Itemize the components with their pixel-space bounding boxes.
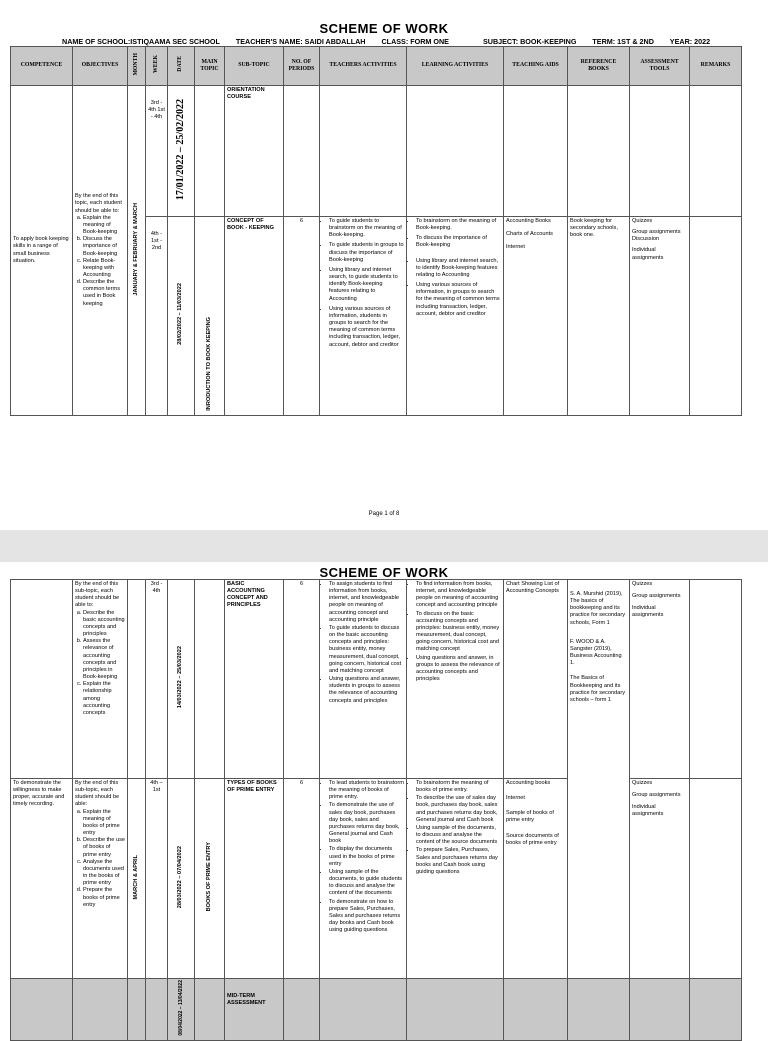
month-cell xyxy=(128,979,146,1041)
objectives-cell: By the end of this sub-topic, each student should be able: a. Explain the meaning of books of prime entry b. Describe the use of books of prime entry c. Analyse the documents used in the books of prime entry d. Prepare the books of prime entry xyxy=(73,779,128,979)
page-title: SCHEME OF WORK xyxy=(319,565,449,580)
col-teachers-activities: TEACHERS ACTIVITIES xyxy=(320,47,407,86)
week-cell: 3rd - 4th xyxy=(146,580,168,779)
col-subtopic: SUB-TOPIC xyxy=(225,47,284,86)
main-topic-cell xyxy=(195,86,225,217)
col-assessment-tools: ASSESSMENT TOOLS xyxy=(630,47,690,86)
term: TERM: 1ST & 2ND xyxy=(592,37,654,46)
date-cell: 28/02/2022 – 11/03/2022 xyxy=(168,217,195,416)
learning-activities-cell xyxy=(407,979,504,1041)
table-header-row xyxy=(11,47,742,86)
periods-cell: 6 xyxy=(284,217,320,416)
subtopic-cell: CONCEPT OF BOOK - KEEPING xyxy=(225,217,284,416)
school-name: NAME OF SCHOOL:ISTIQAAMA SEC SCHOOL xyxy=(62,37,220,46)
col-periods: NO. OF PERIODS xyxy=(284,47,320,86)
subtopic-cell: ORIENTATION COURSE xyxy=(225,86,284,217)
learning-activities-cell: • To brainstorm on the meaning of Book-keeping. • To discuss the importance of Book-keeping • Using library and internet search, to identify Book-keeping features relating to Accounting • Using various sources of information, in groups to search for the meaning of common terms including transaction, ledger, account, debtor and creditor xyxy=(407,217,504,416)
reference-books-cell: S. A. Murshid (2019), The basics of bookkeeping and its practice for secondary schools, Form 1 F. WOOD & A. Sangster (2019), Business Accounting 1. The Basics of Bookkeeping and its practice for secondary schools – form 1 xyxy=(568,580,630,979)
teacher-activities-cell: • To guide students to brainstorm on the meaning of Book-keeping. • To guide students in groups to discuss the importance of Book-keeping • Using library and internet search, to guide students to identify Book-keeping features relating to Accounting • Using various sources of information, students in groups to search for the meaning of common terms including transaction, ledger, account, debtor and creditor xyxy=(320,217,407,416)
page-title: SCHEME OF WORK xyxy=(319,21,449,36)
table-row xyxy=(11,779,742,979)
week-cell: 4th – 1st xyxy=(146,779,168,979)
assessment-tools-cell xyxy=(630,86,690,217)
col-competence: COMPETENCE xyxy=(11,47,73,86)
year: YEAR: 2022 xyxy=(669,37,711,46)
learning-activities-cell xyxy=(407,86,504,217)
week-cell: 4th - 1st - 2nd xyxy=(146,217,168,416)
document-page-2 xyxy=(0,562,768,1036)
learning-activities-cell: • To brainstorm the meaning of books of prime entry. • To describe the use of sales day book, purchases day book, sales and purchases returns day book, General journal and Cash book • Using sample of the documents, to discuss and analyse the content of the source documents • To prepare Sales, Purchases, Sales and purchases returns day books and Cash book using guiding questions xyxy=(407,779,504,979)
date-cell: 17/01/2022 – 25/02/2022 xyxy=(168,86,195,217)
remarks-cell xyxy=(690,779,742,979)
main-topic-cell: INRODUCTION TO BOOK KEEPING xyxy=(195,217,225,416)
reference-books-cell xyxy=(568,979,630,1041)
subtopic-cell: MID-TERM ASSESSMENT xyxy=(225,979,284,1041)
competence-cell xyxy=(11,580,73,779)
periods-cell xyxy=(284,979,320,1041)
col-month: MONTH xyxy=(128,47,146,86)
date-cell: 28/03/2022 – 07/04/2022 xyxy=(168,779,195,979)
col-learning-activities: LEARNING ACTIVITIES xyxy=(407,47,504,86)
periods-cell: 6 xyxy=(284,580,320,779)
table-row xyxy=(11,86,742,217)
teacher-activities-cell: • To lead students to brainstorm the meaning of books of prime entry. • To demonstrate the use of sales day book, purchases day book, sales and purchases returns day book, General journal and Cash book • To display the documents used in the books of prime entry • Using sample of the documents, to guide students to discuss and analyse the content of the documents • To demonstrate on how to prepare Sales, Purchases, Sales and purchases returns day books and Cash book using guiding questions xyxy=(320,779,407,979)
date-cell: 08/04/2022 – 13/04/2022 xyxy=(168,979,195,1041)
col-remarks: REMARKS xyxy=(690,47,742,86)
periods-cell: 6 xyxy=(284,779,320,979)
reference-books-cell xyxy=(568,86,630,217)
competence-cell: To apply book keeping skills in a range of small business situation. xyxy=(11,86,73,416)
table-row xyxy=(11,979,742,1041)
teaching-aids-cell: Chart Showing List of Accounting Concepts xyxy=(504,580,568,779)
teacher-name: TEACHER'S NAME: SAIDI ABDALLAH xyxy=(235,37,366,46)
teaching-aids-cell xyxy=(504,86,568,217)
main-topic-cell xyxy=(195,580,225,779)
assessment-tools-cell: Quizzes Group assignments Individual assignments xyxy=(630,580,690,779)
col-date: DATE xyxy=(168,47,195,86)
objectives-cell: By the end of this topic, each student should be able to: a. Explain the meaning of Book-keeping b. Discuss the importance of Book-keeping c. Relate Book-keeping with Accounting d. Describe the common terms used in Book keeping xyxy=(73,86,128,416)
reference-books-cell: Book keeping for secondary schools, book one. xyxy=(568,217,630,416)
class-name: CLASS: FORM ONE xyxy=(381,37,449,46)
week-cell xyxy=(146,979,168,1041)
col-teaching-aids: TEACHING AIDS xyxy=(504,47,568,86)
main-topic-cell xyxy=(195,979,225,1041)
remarks-cell xyxy=(690,979,742,1041)
competence-cell xyxy=(11,979,73,1041)
remarks-cell xyxy=(690,86,742,217)
learning-activities-cell: • To find information from books, internet, and knowledgeable people on meaning of accounting concept and accounting principle • To discuss on the basic accounting concepts and principles: business entity, money measurement, dual concept, going concern, historical cost and matching concept • Using questions and answer, in groups to assess the relevance of accounting concepts and principles xyxy=(407,580,504,779)
col-reference-books: REFERENCE BOOKS xyxy=(568,47,630,86)
col-main-topic: MAIN TOPIC xyxy=(195,47,225,86)
teacher-activities-cell: • To assign students to find information from books, internet, and knowledgeable people on meaning of accounting concept and accounting principle • To guide students to discuss on the basic accounting concepts and principles: business entity, money measurement, dual concept, going concern, historical cost and matching concept • Using questions and answer, students in groups to assess the relevance of accounting concepts and principles xyxy=(320,580,407,779)
page-separator xyxy=(0,530,768,562)
teacher-activities-cell xyxy=(320,86,407,217)
assessment-tools-cell: Quizzes Group assignments Discussion Individual assignments xyxy=(630,217,690,416)
scheme-table-2 xyxy=(10,579,742,1041)
assessment-tools-cell xyxy=(630,979,690,1041)
subject-name: SUBJECT: BOOK-KEEPING xyxy=(482,37,577,46)
subtopic-cell: BASIC ACCOUNTING CONCEPT AND PRINCIPLES xyxy=(225,580,284,779)
table-row xyxy=(11,580,742,779)
col-week: WEEK xyxy=(146,47,168,86)
month-cell: JANUARY & FEBRUARY & MARCH xyxy=(128,86,146,416)
objectives-cell: By the end of this sub-topic, each student should be able to: a. Describe the basic accounting concepts and principles b. Assess the relevance of accounting concepts and principles in Book-keeping c. Explain the relationship among accounting concepts xyxy=(73,580,128,779)
subtopic-cell: TYPES OF BOOKS OF PRIME ENTRY xyxy=(225,779,284,979)
teaching-aids-cell: Accounting Books Charts of Accounts Internet xyxy=(504,217,568,416)
remarks-cell xyxy=(690,217,742,416)
header-info xyxy=(62,37,724,46)
periods-cell xyxy=(284,86,320,217)
month-cell: MARCH & APRIL xyxy=(128,779,146,979)
teaching-aids-cell xyxy=(504,979,568,1041)
month-cell xyxy=(128,580,146,779)
page-footer: Page 1 of 8 xyxy=(368,511,400,517)
assessment-tools-cell: Quizzes Group assignments Individual assignments xyxy=(630,779,690,979)
scheme-table-1 xyxy=(10,46,742,416)
objectives-cell xyxy=(73,979,128,1041)
date-cell: 14/03/2022 – 25/03/2022 xyxy=(168,580,195,779)
teacher-activities-cell xyxy=(320,979,407,1041)
teaching-aids-cell: Accounting books Internet Sample of books of prime entry Source documents of books of prime entry xyxy=(504,779,568,979)
main-topic-cell: BOOKS OF PRIME ENTRY xyxy=(195,779,225,979)
week-cell: 3rd - 4th 1st - 4th xyxy=(146,86,168,217)
remarks-cell xyxy=(690,580,742,779)
col-objectives: OBJECTIVES xyxy=(73,47,128,86)
competence-cell: To demonstrate the willingness to make proper, accurate and timely recording. xyxy=(11,779,73,979)
